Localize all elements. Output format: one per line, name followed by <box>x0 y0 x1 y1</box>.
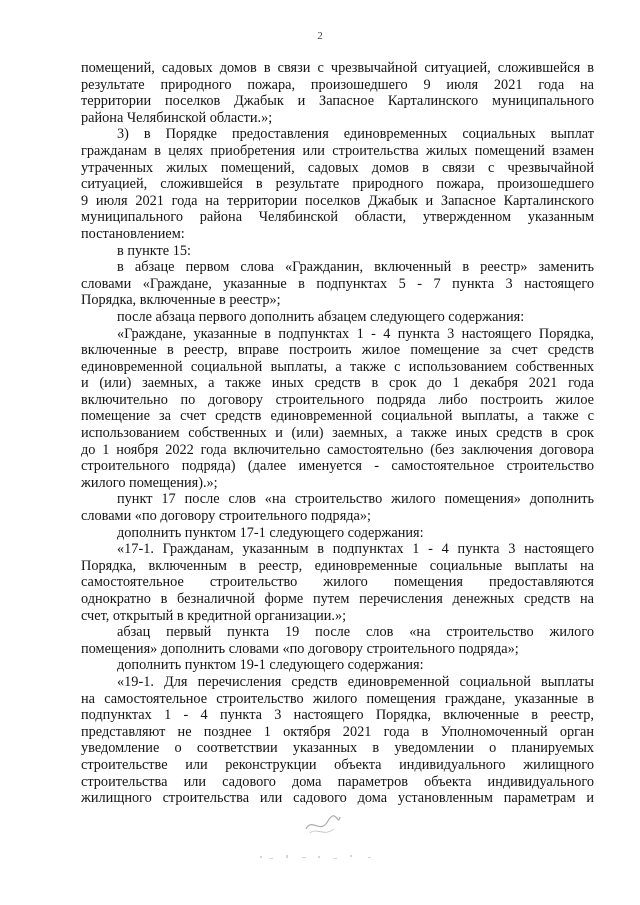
text-line: муниципального района Челябинской области, утвержденном указанным <box>81 209 594 226</box>
text-line: ситуацией, сложившейся в результате природного пожара, произошедшего <box>81 176 594 193</box>
text-line: абзац первый пункта 19 после слов «на строительство жилого <box>117 624 594 641</box>
text-line: Порядка, включенным в реестр, единовременные социальные выплаты на <box>81 557 594 574</box>
text-line: утраченных жилых помещений, садовых домов в связи с чрезвычайной <box>81 159 594 176</box>
seal-mark <box>300 809 344 839</box>
text-line: уведомление о соответствии указанных в уведомлении о планируемых <box>81 740 594 757</box>
text-line: до 1 ноября 2022 года включительно самостоятельно (без заключения договора <box>81 441 594 458</box>
text-line: дополнить пунктом 19-1 следующего содержания: <box>117 657 424 674</box>
text-line: использованием собственных и (или) заемных, а также иных средств в срок <box>81 425 594 442</box>
text-line: постановлением: <box>81 225 185 242</box>
text-line: подпунктах 1 - 4 пункта 3 настоящего Порядка, включенные в реестр, <box>81 707 594 724</box>
text-line: и (или) заемных, а также иных средств в срок до 1 декабря 2021 года <box>81 375 594 392</box>
text-line: помещения» дополнить словами «по договору строительного подряда»; <box>81 640 519 657</box>
text-line: счет, открытый в кредитной организации.»; <box>81 607 347 624</box>
text-line: строительстве или реконструкции объекта индивидуального жилищного <box>81 756 594 773</box>
text-line: «17-1. Гражданам, указанным в подпунктах 1 - 4 пункта 3 настоящего <box>117 541 594 558</box>
text-line: Порядка, включенные в реестр»; <box>81 292 281 309</box>
text-line: самостоятельное строительство жилого помещения предоставляются <box>81 574 594 591</box>
text-line: строительного подряда) (далее именуется - самостоятельное строительство <box>81 458 594 475</box>
text-line: единовременной социальной выплаты, а также с использованием собственных <box>81 358 594 375</box>
text-line: гражданам в целях приобретения или строительства жилых помещений взамен <box>81 142 594 159</box>
text-line: «19-1. Для перечисления средств единовременной социальной выплаты <box>117 673 594 690</box>
text-line: помещение за счет средств единовременной социальной выплаты, а также с <box>81 408 594 425</box>
text-line: в абзаце первом слова «Гражданин, включенный в реестр» заменить <box>117 259 594 276</box>
text-line: пункт 17 после слов «на строительство жилого помещения» дополнить <box>117 491 594 508</box>
text-line: однократно в безналичной форме путем перечисления денежных средств на <box>81 591 594 607</box>
text-line: включенные в реестр, вправе построить жилое помещение за счет средств <box>81 342 594 359</box>
text-line: 3) в Порядке предоставления единовременных социальных выплат <box>117 126 594 143</box>
document-body <box>81 60 594 807</box>
text-line: на самостоятельное строительство жилого помещения граждане, указанные в <box>81 690 594 707</box>
text-line: жилого помещения).»; <box>81 474 218 491</box>
text-line: словами «Граждане, указанные в подпунктах 5 - 7 пункта 3 настоящего <box>81 275 594 292</box>
text-line: представляют не позднее 1 октября 2021 года в Уполномоченный орган <box>81 723 594 740</box>
text-line: строительства или садового дома параметров объекта индивидуального <box>81 773 594 790</box>
text-line: «Граждане, указанные в подпунктах 1 - 4 пункта 3 настоящего Порядка, <box>117 325 594 342</box>
text-line: включительно по договору строительного подряда либо построить жилое <box>81 391 594 408</box>
text-line: 9 июля 2021 года на территории поселков Джабык и Запасное Карталинского <box>81 192 594 209</box>
text-line: жилищного строительства или садового дома установленным параметрам и <box>81 790 594 807</box>
text-line: словами «по договору строительного подряда»; <box>81 508 372 525</box>
text-line: в пункте 15: <box>117 242 191 259</box>
page-number: 2 <box>317 30 323 42</box>
text-line: территории поселков Джабык и Запасное Карталинского муниципального <box>81 93 594 110</box>
text-line: после абзаца первого дополнить абзацем следующего содержания: <box>117 308 525 325</box>
scan-artifact <box>250 852 390 864</box>
text-line: района Челябинской области.»; <box>81 109 273 126</box>
text-line: дополнить пунктом 17-1 следующего содержания: <box>117 524 424 541</box>
text-line: помещений, садовых домов в связи с чрезвычайной ситуацией, сложившейся в <box>81 60 594 76</box>
text-line: результате природного пожара, произошедшего 9 июля 2021 года на <box>81 76 594 93</box>
